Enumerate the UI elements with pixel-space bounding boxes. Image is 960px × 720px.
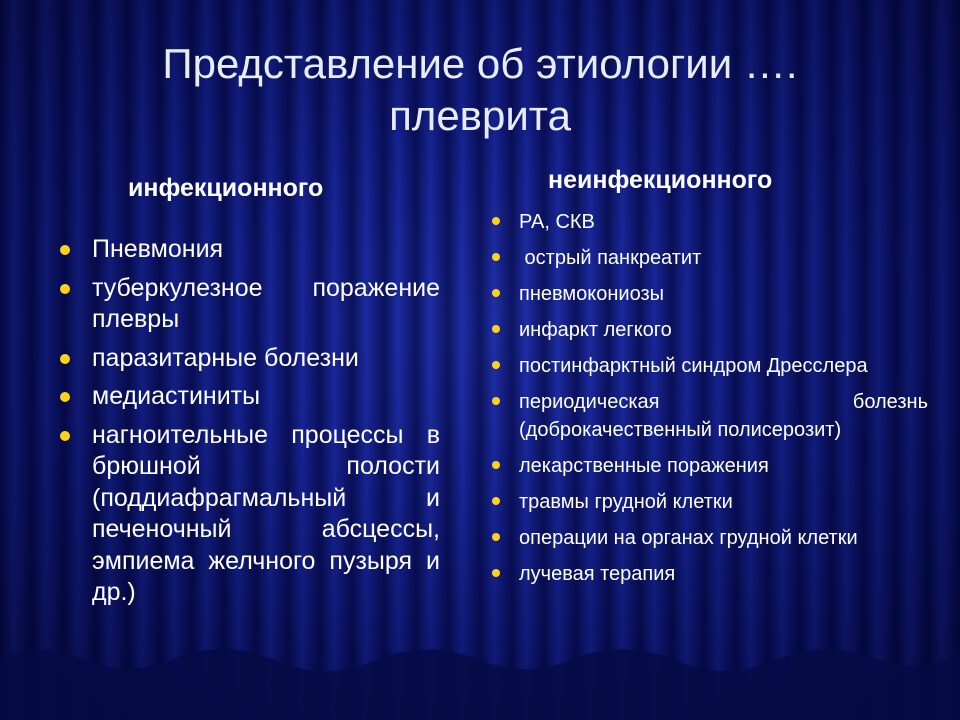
list-item-text: острый панкреатит [519, 247, 702, 269]
slide-title [0, 38, 960, 142]
list-item [492, 452, 928, 480]
list-item-text: нагноительные процессы в брюшной полости (поддиафрагмальный и печеночный абсцессы, эмпиема желчного пузыря и др.) [92, 420, 440, 606]
list-item [492, 488, 928, 516]
curtain-bottom-wave [0, 640, 960, 720]
bullet-icon [492, 289, 500, 297]
bullet-icon [492, 325, 500, 333]
list-item [492, 524, 928, 552]
list-item [492, 388, 928, 444]
noninfectious-heading: неинфекционного [548, 166, 773, 194]
list-item [60, 343, 440, 375]
list-item-text: Пневмония [92, 235, 224, 263]
list-item [492, 560, 928, 588]
bullet-icon [492, 397, 500, 405]
bullet-icon [492, 361, 500, 369]
list-item [60, 234, 440, 266]
slide-title-line-1: Представление об этиологии …. [162, 40, 798, 87]
bullet-icon [492, 497, 500, 505]
bullet-icon [60, 392, 70, 402]
list-item [60, 381, 440, 413]
noninfectious-causes-list [492, 208, 928, 596]
infectious-causes-list [60, 234, 440, 616]
bullet-icon [60, 431, 70, 441]
list-item-text: лучевая терапия [519, 563, 676, 585]
list-item-text: инфаркт легкого [519, 319, 672, 341]
infectious-heading: инфекционного [128, 174, 324, 202]
list-item [492, 316, 928, 344]
list-item-text: паразитарные болезни [92, 343, 359, 372]
bullet-icon [60, 284, 70, 294]
list-item-text: туберкулезное поражение плевры [92, 273, 440, 333]
list-item-text: постинфарктный синдром Дресслера [519, 355, 868, 377]
bullet-icon [492, 461, 500, 469]
bullet-icon [492, 569, 500, 577]
list-item-text: операции на органах грудной клетки [519, 527, 858, 549]
list-item [492, 280, 928, 308]
list-item [492, 352, 928, 380]
list-item-text: лекарственные поражения [519, 455, 769, 477]
list-item-text: травмы грудной клетки [519, 491, 733, 513]
bullet-icon [492, 253, 500, 261]
bullet-icon [492, 533, 500, 541]
list-item [60, 273, 440, 336]
slide-title-line-2: плеврита [389, 92, 571, 139]
list-item-text: РА, СКВ [519, 211, 595, 233]
list-item [492, 244, 928, 272]
bullet-icon [60, 245, 70, 255]
bullet-icon [492, 217, 500, 225]
bullet-icon [60, 354, 70, 364]
list-item [492, 208, 928, 236]
list-item-text: периодическая болезнь (доброкачественный полисерозит) [519, 391, 928, 441]
list-item-text: медиастиниты [92, 382, 261, 410]
list-item [60, 420, 440, 609]
list-item-text: пневмокониозы [519, 283, 665, 305]
